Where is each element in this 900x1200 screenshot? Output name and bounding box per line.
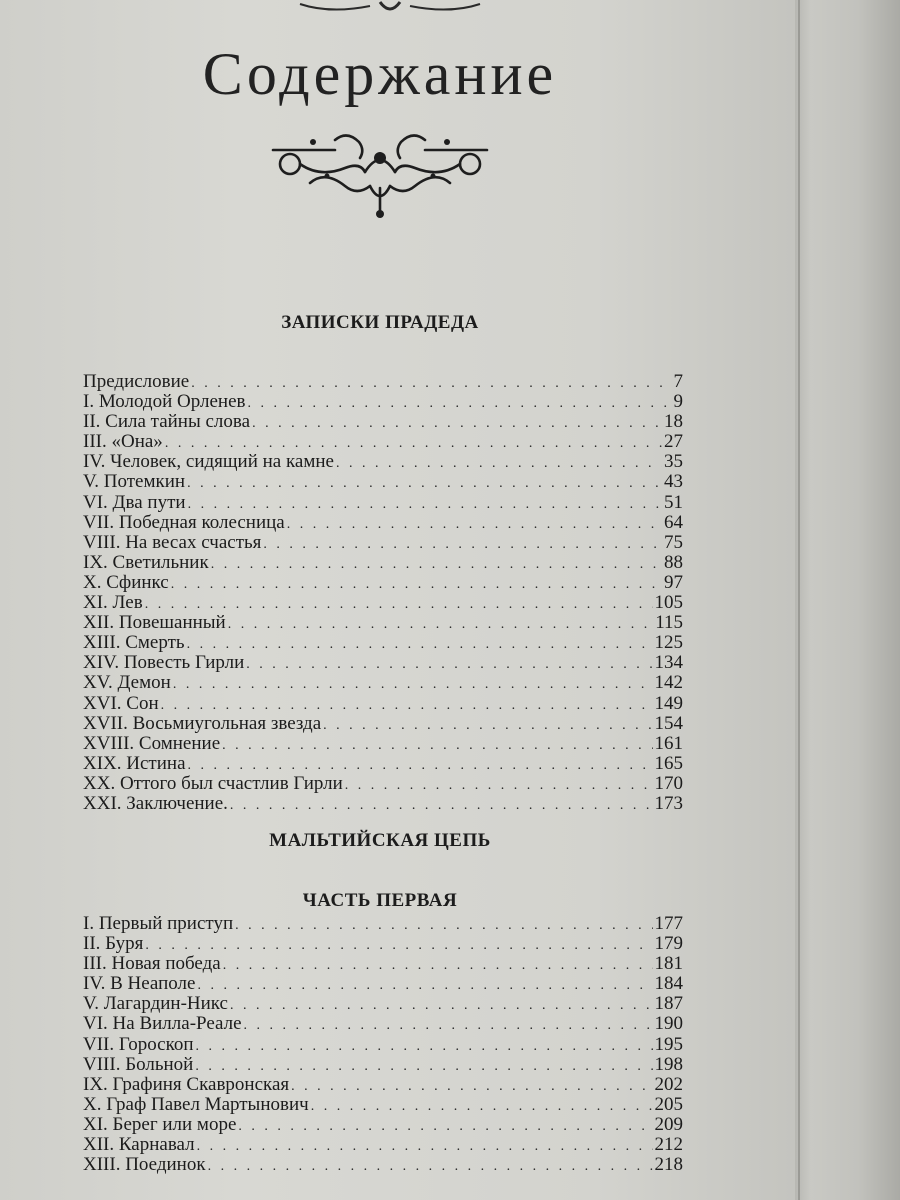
part-heading: ЧАСТЬ ПЕРВАЯ bbox=[302, 890, 458, 911]
toc-entry[interactable]: II. Буря . . . 179 bbox=[83, 934, 683, 954]
toc-entry[interactable]: XIII. Смерть . . . 125 bbox=[83, 633, 683, 653]
toc-entry[interactable]: XII. Повешанный . . . 115 bbox=[83, 613, 683, 633]
toc-entry[interactable]: XI. Берег или море . . . 209 bbox=[83, 1115, 683, 1135]
page-title: Содержание bbox=[202, 41, 558, 107]
toc-entry[interactable]: V. Потемкин . . . 43 bbox=[83, 472, 683, 492]
toc-entry[interactable]: IV. В Неаполе . . . 184 bbox=[83, 974, 683, 994]
adjacent-page-edge bbox=[795, 0, 900, 1200]
toc-list bbox=[83, 914, 683, 1175]
toc-entry[interactable]: XII. Карнавал . . . 212 bbox=[83, 1135, 683, 1155]
toc-entry[interactable]: XXI. Заключение. . . . 173 bbox=[83, 794, 683, 814]
toc-entry[interactable]: VI. На Вилла-Реале . . . 190 bbox=[83, 1014, 683, 1034]
toc-entry[interactable]: III. «Она» . . . 27 bbox=[83, 432, 683, 452]
toc-entry[interactable]: X. Сфинкс . . . 97 bbox=[83, 573, 683, 593]
toc-entry[interactable]: XX. Оттого был счастлив Гирли . . . 170 bbox=[83, 774, 683, 794]
toc-entry[interactable]: VIII. Больной . . . 198 bbox=[83, 1055, 683, 1075]
toc-entry[interactable]: XI. Лев . . . 105 bbox=[83, 593, 683, 613]
toc-entry[interactable]: XIV. Повесть Гирли . . . 134 bbox=[83, 653, 683, 673]
toc-entry[interactable]: X. Граф Павел Мартынович . . . 205 bbox=[83, 1095, 683, 1115]
toc-entry[interactable]: XIII. Поединок . . . 218 bbox=[83, 1155, 683, 1175]
toc-entry[interactable]: V. Лагардин-Никс . . . 187 bbox=[83, 994, 683, 1014]
toc-entry[interactable]: VII. Победная колесница . . . 64 bbox=[83, 513, 683, 533]
toc-entry[interactable]: Предисловие . . . 7 bbox=[83, 372, 683, 392]
toc-entry[interactable]: XVIII. Сомнение . . . 161 bbox=[83, 734, 683, 754]
top-ornament bbox=[290, 0, 490, 20]
toc-entry[interactable]: I. Первый приступ . . . 177 bbox=[83, 914, 683, 934]
toc-entry[interactable]: IX. Светильник . . . 88 bbox=[83, 553, 683, 573]
toc-entry[interactable]: VIII. На весах счастья . . . 75 bbox=[83, 533, 683, 553]
toc-entry[interactable]: IX. Графиня Скавронская . . . 202 bbox=[83, 1075, 683, 1095]
toc-entry[interactable]: III. Новая победа . . . 181 bbox=[83, 954, 683, 974]
toc-entry[interactable]: II. Сила тайны слова . . . 18 bbox=[83, 412, 683, 432]
toc-entry[interactable]: I. Молодой Орленев . . . 9 bbox=[83, 392, 683, 412]
toc-entry[interactable]: VII. Гороскоп . . . 195 bbox=[83, 1035, 683, 1055]
section-heading: МАЛЬТИЙСКАЯ ЦЕПЬ bbox=[269, 830, 491, 851]
decorative-vignette bbox=[265, 128, 495, 220]
toc-entry[interactable]: XV. Демон . . . 142 bbox=[83, 673, 683, 693]
section-heading: ЗАПИСКИ ПРАДЕДА bbox=[281, 312, 479, 333]
toc-entry[interactable]: XIX. Истина . . . 165 bbox=[83, 754, 683, 774]
toc-entry[interactable]: IV. Человек, сидящий на камне . . . 35 bbox=[83, 452, 683, 472]
toc-list bbox=[83, 372, 683, 814]
toc-entry[interactable]: XVII. Восьмиугольная звезда . . . 154 bbox=[83, 714, 683, 734]
toc-entry[interactable]: VI. Два пути . . . 51 bbox=[83, 493, 683, 513]
toc-entry[interactable]: XVI. Сон . . . 149 bbox=[83, 694, 683, 714]
